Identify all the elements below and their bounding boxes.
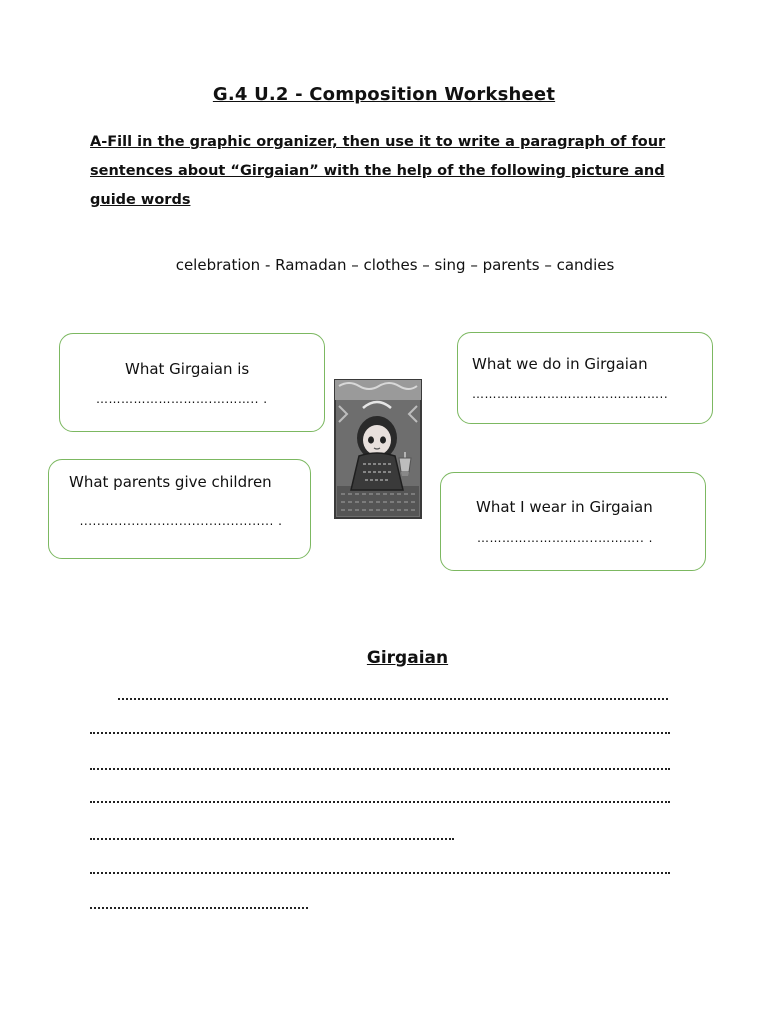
- answer-line[interactable]: ………………………..……….. .: [477, 531, 653, 545]
- organizer-box-what-parents-give[interactable]: [48, 459, 311, 559]
- organizer-box-what-girgaian-is[interactable]: [59, 333, 325, 432]
- writing-line[interactable]: [90, 732, 670, 734]
- box-label: What we do in Girgaian: [472, 355, 648, 373]
- worksheet-title: G.4 U.2 - Composition Worksheet: [212, 84, 556, 105]
- writing-line[interactable]: [90, 872, 670, 874]
- box-label: What I wear in Girgaian: [476, 498, 653, 516]
- writing-line[interactable]: [90, 838, 454, 840]
- writing-line[interactable]: [90, 768, 670, 770]
- answer-line[interactable]: ……………………….……….. .: [96, 392, 268, 406]
- writing-line[interactable]: [90, 907, 308, 909]
- organizer-box-what-i-wear[interactable]: [440, 472, 706, 571]
- answer-line[interactable]: ………………………………………..: [472, 387, 669, 401]
- guide-words: celebration - Ramadan – clothes – sing – parents – candies: [175, 256, 615, 274]
- writing-line[interactable]: [118, 698, 668, 700]
- writing-heading: Girgaian: [366, 648, 449, 668]
- organizer-box-what-we-do[interactable]: [457, 332, 713, 424]
- girgaian-box-image: [333, 378, 425, 522]
- box-label: What Girgaian is: [125, 360, 250, 378]
- writing-line[interactable]: [90, 801, 670, 803]
- box-label: What parents give children: [69, 473, 272, 491]
- instructions-text: A-Fill in the graphic organizer, then use it to write a paragraph of four sentences about “Girgaian” with the help of the following picture and guide words: [90, 134, 666, 208]
- answer-line[interactable]: ............................................. .: [79, 514, 283, 528]
